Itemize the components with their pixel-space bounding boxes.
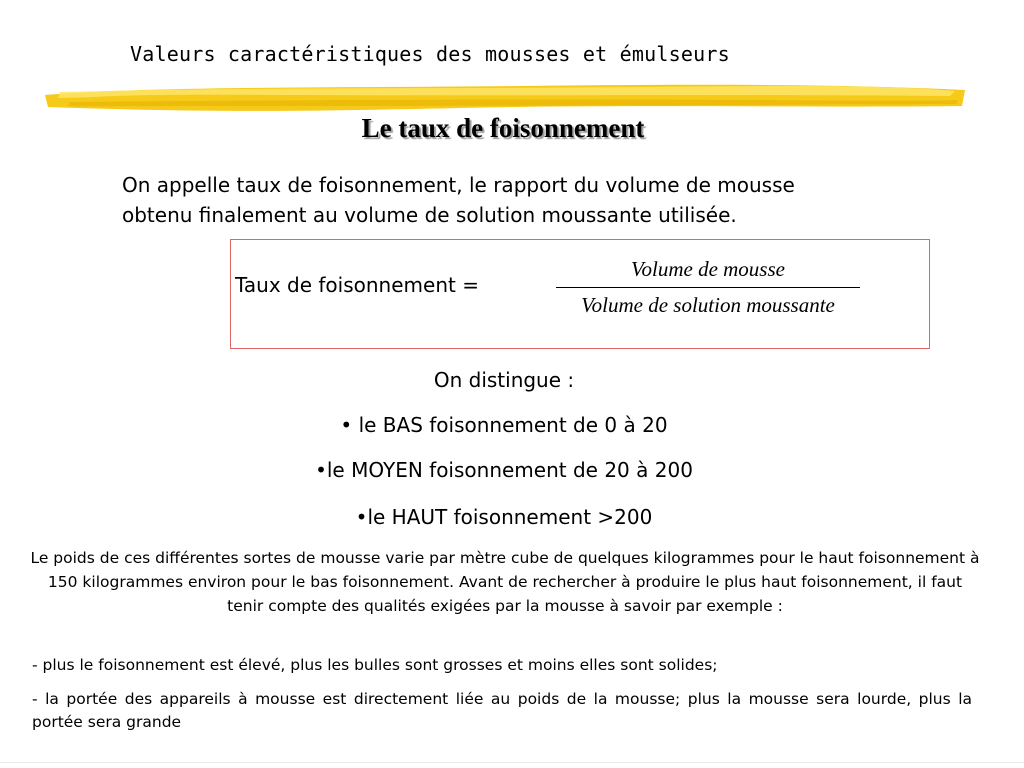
section-heading: Le taux de foisonnement	[361, 113, 645, 143]
category-high: •le HAUT foisonnement >200	[355, 505, 653, 529]
detail-point-range: - la portée des appareils à mousse est directement liée au poids de la mousse; plus la mousse sera lourde, plus la portée sera grande	[32, 690, 972, 731]
bottom-divider	[0, 762, 1024, 763]
weight-paragraph: Le poids de ces différentes sortes de mousse varie par mètre cube de quelques kilogrammes pour le haut foisonnement à 150 kilogrammes environ pour le bas foisonnement. Avant de rechercher à produire le plus haut foisonnement, il faut tenir compte des qualités exigées par la mousse à savoir par exemple :	[30, 549, 980, 615]
category-low: • le BAS foisonnement de 0 à 20	[340, 413, 668, 437]
highlighter-stroke	[40, 78, 970, 118]
detail-point-bubbles: - plus le foisonnement est élevé, plus les bulles sont grosses et moins elles sont solides;	[32, 656, 718, 674]
slide-title: Valeurs caractéristiques des mousses et émulseurs	[130, 42, 730, 66]
formula-label: Taux de foisonnement =	[235, 273, 479, 297]
formula-denominator: Volume de solution moussante	[581, 293, 835, 317]
fraction-bar	[556, 287, 860, 288]
formula-numerator: Volume de mousse	[631, 257, 785, 281]
categories-heading: On distingue :	[433, 368, 575, 392]
category-medium: •le MOYEN foisonnement de 20 à 200	[315, 458, 693, 482]
intro-paragraph: On appelle taux de foisonnement, le rapport du volume de mousse obtenu finalement au volume de solution moussante utilisée.	[122, 173, 795, 227]
